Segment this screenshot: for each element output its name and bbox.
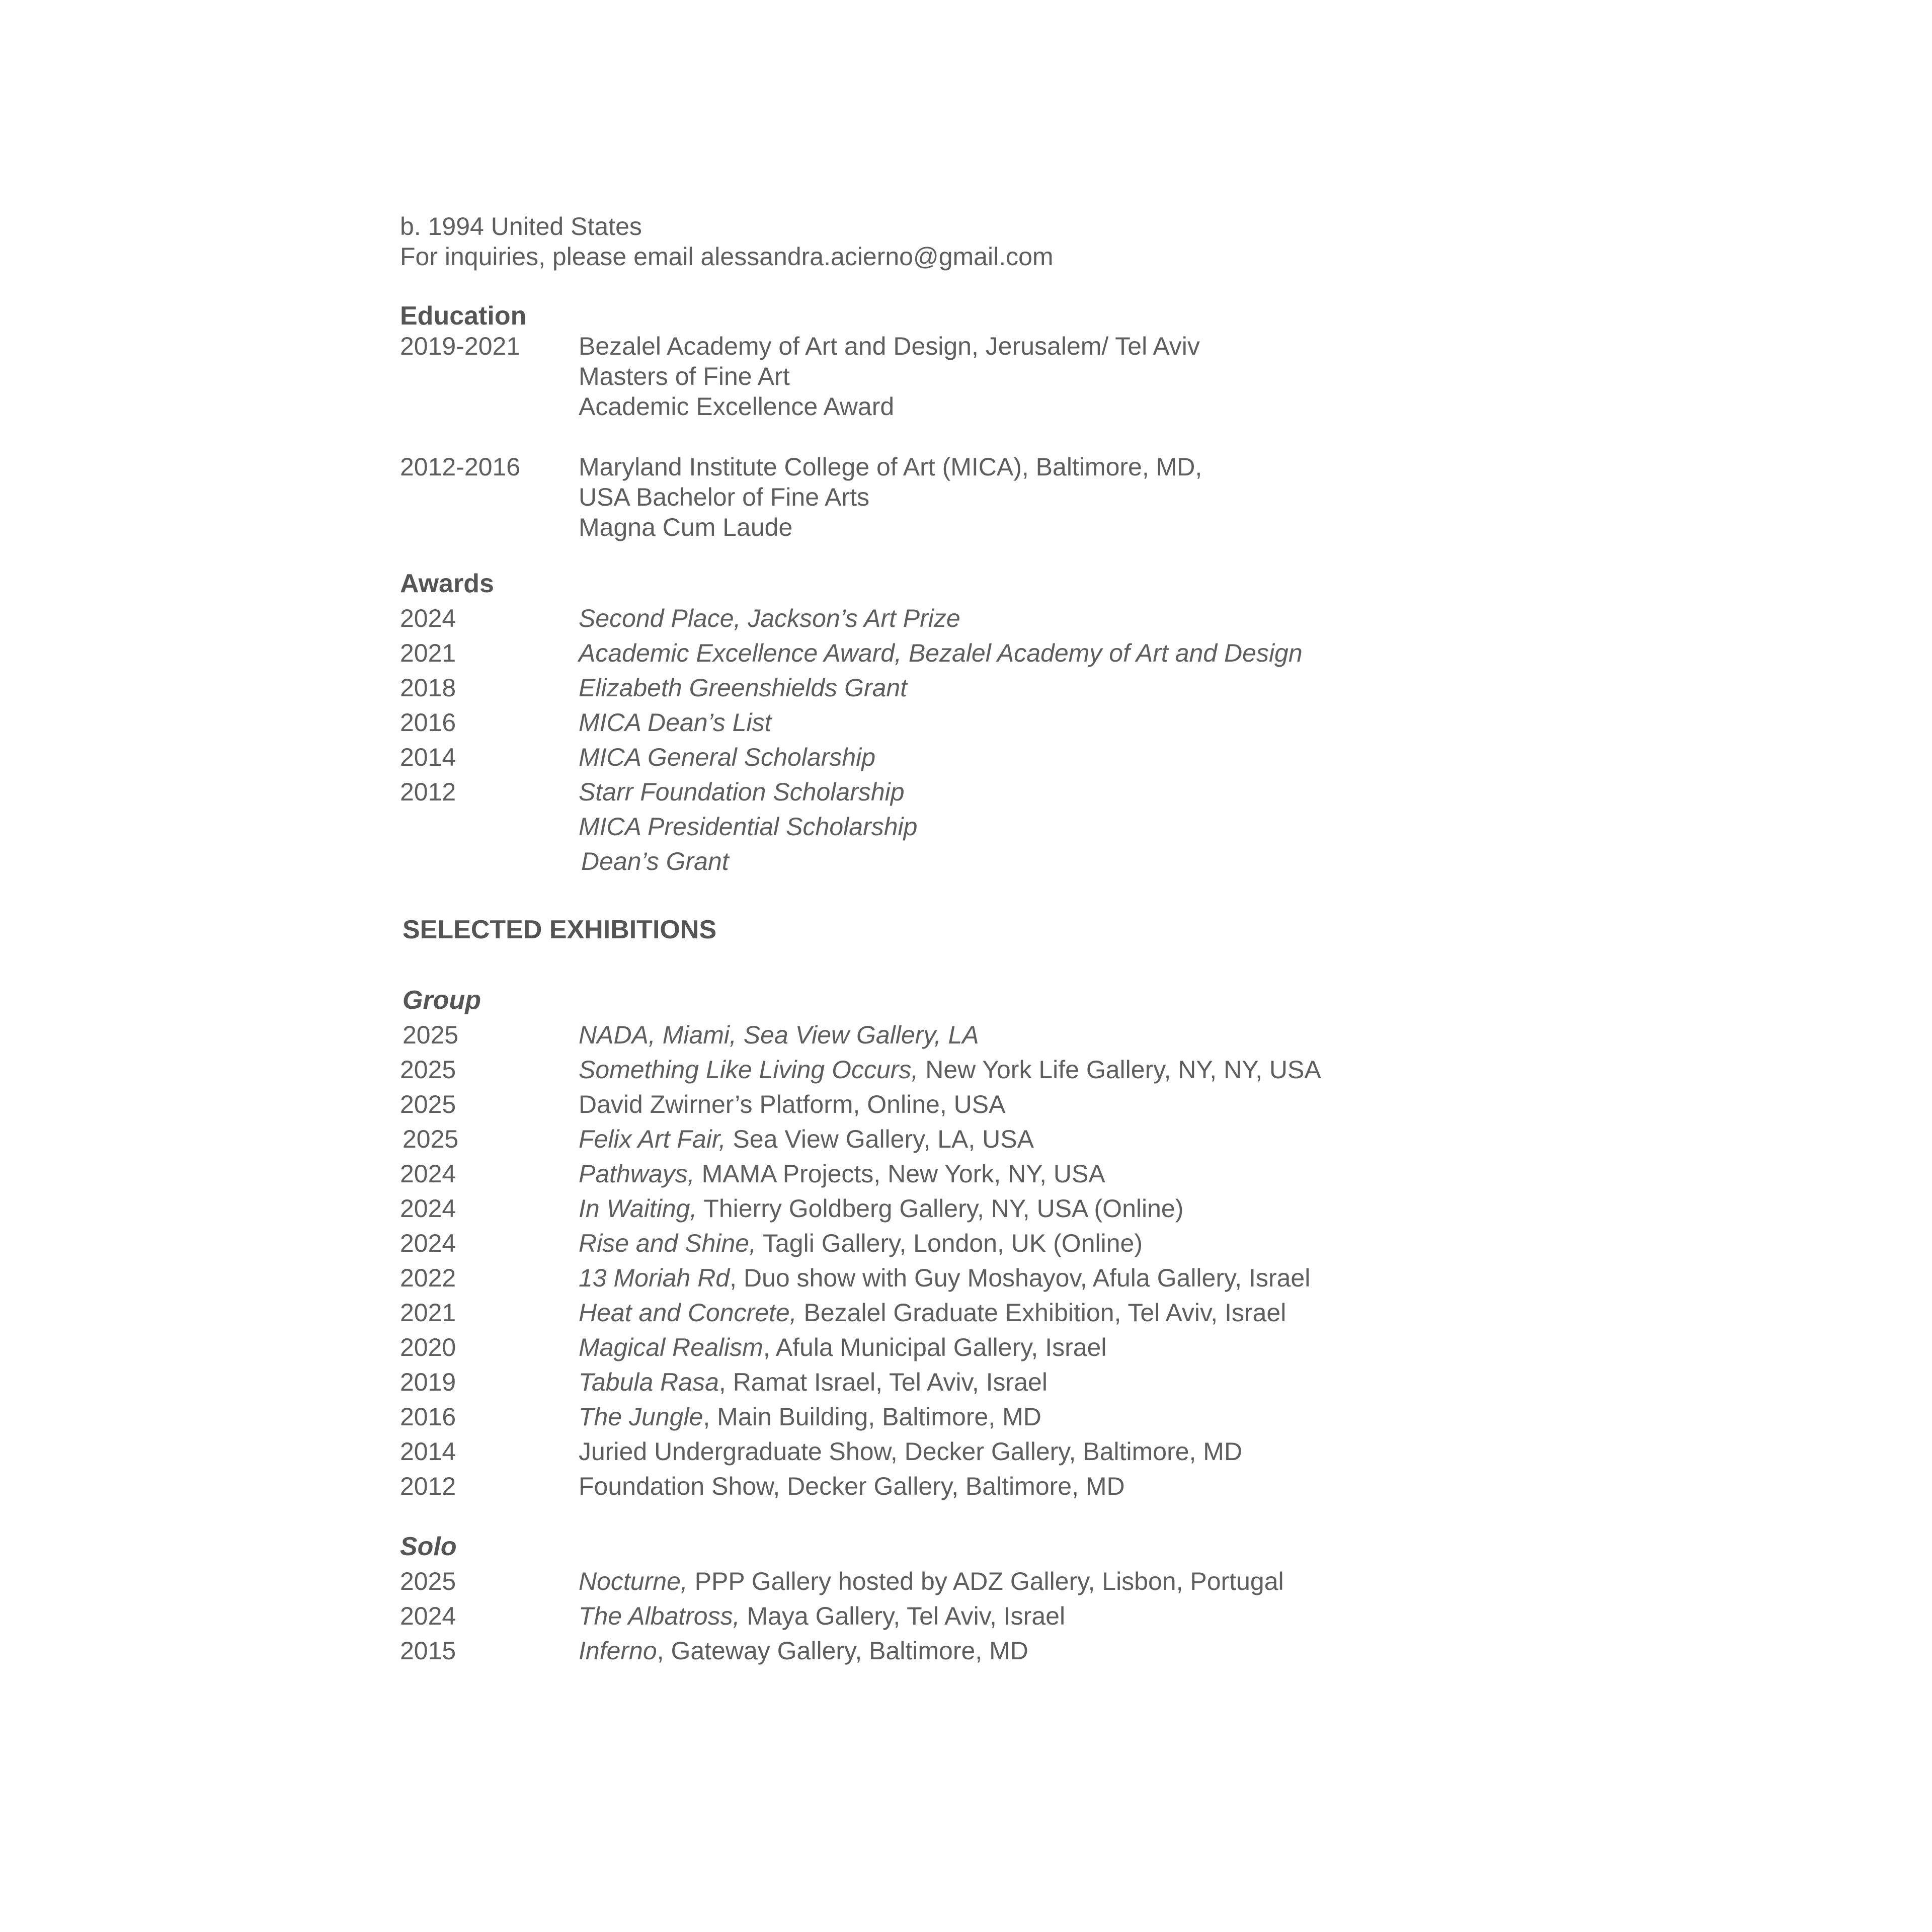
exhibition-entry bbox=[579, 1055, 1321, 1085]
exhibition-year: 2025 bbox=[403, 1021, 459, 1049]
exhibition-entry bbox=[579, 1367, 1048, 1397]
education-line: Magna Cum Laude bbox=[579, 513, 793, 541]
exhibition-year: 2025 bbox=[400, 1567, 456, 1595]
education-line: Bezalel Academy of Art and Design, Jerusalem/ Tel Aviv bbox=[579, 332, 1200, 360]
exhibition-title: Tabula Rasa bbox=[579, 1368, 719, 1396]
exhibition-title: Heat and Concrete, bbox=[579, 1299, 797, 1327]
birth-line: b. 1994 United States bbox=[400, 212, 642, 240]
exhibition-year: 2020 bbox=[400, 1333, 456, 1361]
exhibition-title: 13 Moriah Rd bbox=[579, 1264, 730, 1292]
exhibition-venue: Maya Gallery, Tel Aviv, Israel bbox=[740, 1602, 1066, 1630]
exhibition-entry bbox=[579, 1089, 1005, 1119]
contact-line: For inquiries, please email alessandra.acierno@gmail.com bbox=[400, 243, 1054, 271]
exhibition-year: 2014 bbox=[400, 1437, 456, 1466]
award-title: Elizabeth Greenshields Grant bbox=[579, 674, 908, 702]
exhibition-entry bbox=[579, 1159, 1105, 1189]
exhibition-venue: New York Life Gallery, NY, NY, USA bbox=[918, 1056, 1321, 1084]
exhibition-year: 2025 bbox=[400, 1090, 456, 1118]
exhibition-year: 2012 bbox=[400, 1472, 456, 1500]
exhibition-title: Something Like Living Occurs, bbox=[579, 1056, 919, 1084]
education-line: USA Bachelor of Fine Arts bbox=[579, 483, 870, 511]
exhibition-year: 2025 bbox=[403, 1125, 459, 1153]
exhibition-venue: David Zwirner’s Platform, Online, USA bbox=[579, 1090, 1006, 1118]
award-title: MICA General Scholarship bbox=[579, 743, 876, 771]
exhibition-year: 2025 bbox=[400, 1056, 456, 1084]
exhibition-entry bbox=[579, 1566, 1284, 1596]
award-year: 2016 bbox=[400, 708, 456, 737]
award-title: Starr Foundation Scholarship bbox=[579, 778, 905, 806]
exhibition-venue: Tagli Gallery, London, UK (Online) bbox=[756, 1229, 1143, 1257]
award-year: 2014 bbox=[400, 743, 456, 771]
exhibition-venue: , Afula Municipal Gallery, Israel bbox=[763, 1333, 1107, 1361]
award-title: Second Place, Jackson’s Art Prize bbox=[579, 604, 960, 632]
education-line: Academic Excellence Award bbox=[579, 392, 895, 421]
exhibition-entry bbox=[579, 1332, 1106, 1362]
award-title: MICA Dean’s List bbox=[579, 708, 772, 737]
exhibition-entry bbox=[579, 1402, 1041, 1432]
exhibition-venue: Bezalel Graduate Exhibition, Tel Aviv, Israel bbox=[796, 1299, 1286, 1327]
solo-heading: Solo bbox=[400, 1532, 457, 1561]
exhibition-venue: Thierry Goldberg Gallery, NY, USA (Online) bbox=[697, 1194, 1184, 1223]
exhibition-title: NADA, Miami, Sea View Gallery, LA bbox=[579, 1021, 979, 1049]
exhibition-title: Inferno bbox=[579, 1637, 657, 1665]
exhibition-venue: , Ramat Israel, Tel Aviv, Israel bbox=[718, 1368, 1048, 1396]
exhibitions-heading: SELECTED EXHIBITIONS bbox=[403, 915, 717, 944]
exhibition-title: Nocturne, bbox=[579, 1567, 688, 1595]
exhibition-year: 2021 bbox=[400, 1299, 456, 1327]
exhibition-entry bbox=[579, 1471, 1125, 1501]
education-years: 2019-2021 bbox=[400, 332, 521, 360]
exhibition-year: 2015 bbox=[400, 1637, 456, 1665]
exhibition-title: The Jungle bbox=[579, 1403, 703, 1431]
award-title: Academic Excellence Award, Bezalel Academy of Art and Design bbox=[579, 639, 1303, 667]
exhibition-title: Magical Realism bbox=[579, 1333, 763, 1361]
exhibition-title: Rise and Shine, bbox=[579, 1229, 757, 1257]
exhibition-venue: PPP Gallery hosted by ADZ Gallery, Lisbon, Portugal bbox=[687, 1567, 1284, 1595]
award-year: 2012 bbox=[400, 778, 456, 806]
exhibition-venue: , Duo show with Guy Moshayov, Afula Gallery, Israel bbox=[730, 1264, 1311, 1292]
awards-heading: Awards bbox=[400, 569, 494, 598]
exhibition-venue: MAMA Projects, New York, NY, USA bbox=[694, 1160, 1105, 1188]
exhibition-entry bbox=[579, 1298, 1286, 1328]
exhibition-entry bbox=[579, 1228, 1143, 1258]
exhibition-title: Felix Art Fair, bbox=[579, 1125, 726, 1153]
award-title: MICA Presidential Scholarship bbox=[579, 813, 918, 841]
award-year: 2018 bbox=[400, 674, 456, 702]
exhibition-title: In Waiting, bbox=[579, 1194, 697, 1223]
exhibition-entry bbox=[579, 1193, 1183, 1224]
exhibition-year: 2019 bbox=[400, 1368, 456, 1396]
exhibition-year: 2024 bbox=[400, 1194, 456, 1223]
education-line: Masters of Fine Art bbox=[579, 362, 790, 390]
exhibition-year: 2022 bbox=[400, 1264, 456, 1292]
exhibition-year: 2024 bbox=[400, 1602, 456, 1630]
exhibition-year: 2024 bbox=[400, 1229, 456, 1257]
education-heading: Education bbox=[400, 301, 527, 331]
exhibition-entry bbox=[579, 1436, 1242, 1467]
exhibition-entry bbox=[579, 1601, 1065, 1631]
exhibition-title: The Albatross, bbox=[579, 1602, 740, 1630]
exhibition-year: 2016 bbox=[400, 1403, 456, 1431]
award-year: 2024 bbox=[400, 604, 456, 632]
award-title: Dean’s Grant bbox=[581, 847, 729, 875]
exhibition-entry bbox=[579, 1636, 1028, 1666]
education-line: Maryland Institute College of Art (MICA), Baltimore, MD, bbox=[579, 453, 1202, 481]
exhibition-venue: Sea View Gallery, LA, USA bbox=[726, 1125, 1034, 1153]
group-heading: Group bbox=[403, 986, 481, 1015]
exhibition-venue: , Main Building, Baltimore, MD bbox=[703, 1403, 1041, 1431]
exhibition-entry bbox=[579, 1124, 1034, 1154]
exhibition-venue: Juried Undergraduate Show, Decker Gallery, Baltimore, MD bbox=[579, 1437, 1243, 1466]
exhibition-title: Pathways, bbox=[579, 1160, 695, 1188]
exhibition-entry bbox=[579, 1020, 979, 1050]
education-years: 2012-2016 bbox=[400, 453, 521, 481]
exhibition-entry bbox=[579, 1263, 1310, 1293]
exhibition-venue: Foundation Show, Decker Gallery, Baltimore, MD bbox=[579, 1472, 1125, 1500]
exhibition-year: 2024 bbox=[400, 1160, 456, 1188]
exhibition-venue: , Gateway Gallery, Baltimore, MD bbox=[657, 1637, 1028, 1665]
award-year: 2021 bbox=[400, 639, 456, 667]
